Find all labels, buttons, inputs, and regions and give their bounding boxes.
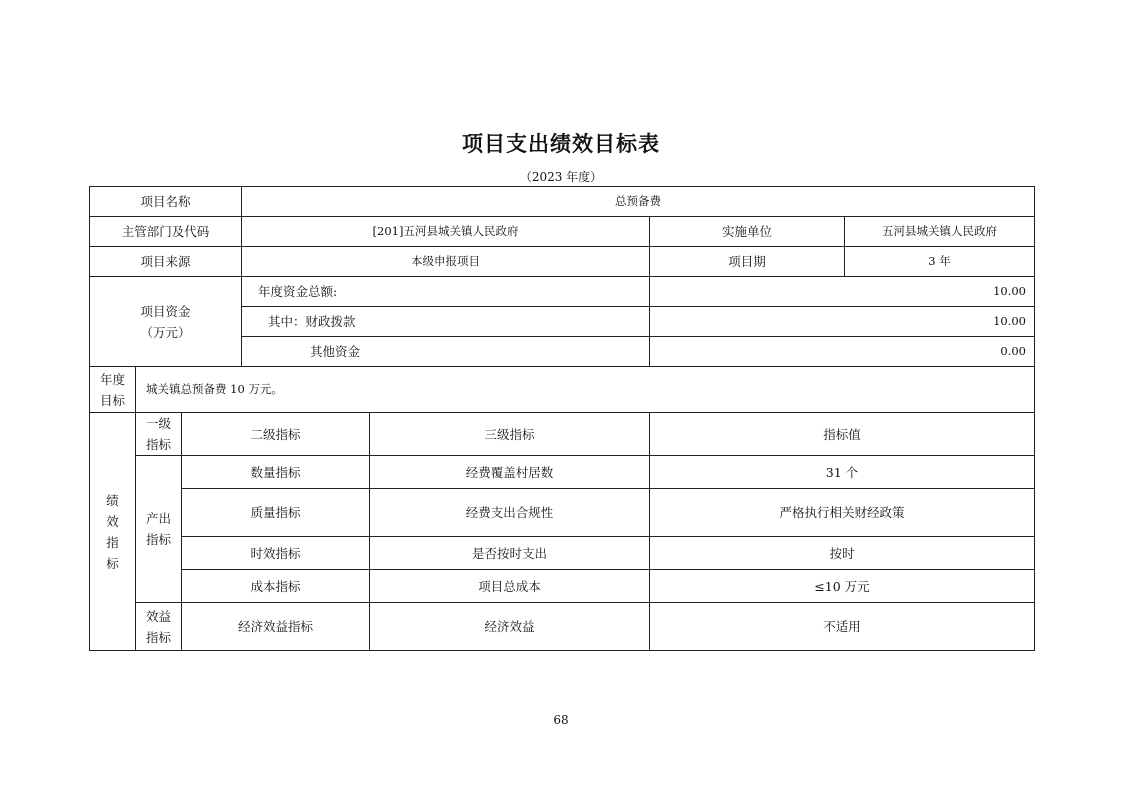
performance-indicator-char: 绩 [106,492,119,508]
row-department [90,217,1035,247]
implementing-unit-label: 实施单位 [650,217,845,247]
output-indicator-line2: 指标 [145,532,171,547]
performance-indicator-label [90,413,136,651]
row-fund-total [90,277,1035,307]
level2-indicator: 质量指标 [182,489,370,537]
level1-header-line2: 指标 [145,437,171,452]
fund-total-label: 年度资金总额: [242,277,650,307]
project-source-label: 项目来源 [90,247,242,277]
project-funds-label-line1: 项目资金 [140,303,191,319]
fund-fiscal-value: 10.00 [650,307,1035,337]
level1-header-line1: 一级 [145,416,171,431]
year-label: （2023 年度） [519,170,603,184]
annual-goal-label [90,367,136,413]
row-source [90,247,1035,277]
table-row [90,456,1035,489]
indicator-value: 31 个 [650,456,1035,489]
table-row [90,570,1035,603]
department-label: 主管部门及代码 [90,217,242,247]
annual-goal-text: 城关镇总预备费 10 万元。 [136,367,1035,413]
implementing-unit-value: 五河县城关镇人民政府 [845,217,1035,247]
performance-indicator-char: 标 [106,555,119,571]
benefit-indicator-label [136,603,182,651]
level3-indicator: 经费支出合规性 [370,489,650,537]
benefit-indicator-line1: 效益 [145,608,171,624]
annual-goal-label-line2: 目标 [99,392,125,408]
row-project-name [90,187,1035,217]
level2-indicator: 数量指标 [182,456,370,489]
project-source-value: 本级申报项目 [242,247,650,277]
level3-indicator: 经济效益 [370,603,650,651]
indicator-value: ≤10 万元 [650,570,1035,603]
indicator-value: 严格执行相关财经政策 [650,489,1035,537]
fund-other-value: 0.00 [650,337,1035,367]
fund-other-label: 其他资金 [242,337,650,367]
row-annual-goal [90,367,1035,413]
department-value: [201]五河县城关镇人民政府 [242,217,650,247]
level2-header: 二级指标 [182,413,370,456]
project-name-label: 项目名称 [90,187,242,217]
level3-indicator: 项目总成本 [370,570,650,603]
benefit-indicator-line2: 指标 [145,629,171,645]
performance-target-table [89,186,1035,651]
row-indicator-header [90,413,1035,456]
level3-indicator: 经费覆盖村居数 [370,456,650,489]
fund-fiscal-label: 其中：财政拨款 [242,307,650,337]
level2-indicator: 时效指标 [182,537,370,570]
project-period-value: 3 年 [845,247,1035,277]
performance-indicator-char: 指 [106,534,119,550]
output-indicator-line1: 产出 [145,511,171,526]
indicator-value: 不适用 [650,603,1035,651]
level2-indicator: 成本指标 [182,570,370,603]
level3-header: 三级指标 [370,413,650,456]
page-title: 项目支出绩效目标表 [462,132,660,156]
project-name-value: 总预备费 [242,187,1035,217]
indicator-value: 按时 [650,537,1035,570]
annual-goal-label-line1: 年度 [99,371,125,387]
fund-total-value: 10.00 [650,277,1035,307]
output-indicator-label [136,456,182,603]
table-row [90,537,1035,570]
performance-indicator-char: 效 [106,513,119,529]
table-row [90,489,1035,537]
page-number: 68 [553,713,569,727]
table-row [90,603,1035,651]
project-period-label: 项目期 [650,247,845,277]
level2-indicator: 经济效益指标 [182,603,370,651]
level3-indicator: 是否按时支出 [370,537,650,570]
indicator-value-header: 指标值 [650,413,1035,456]
level1-header [136,413,182,456]
project-funds-label-line2: （万元） [140,324,191,340]
project-funds-label [90,277,242,367]
